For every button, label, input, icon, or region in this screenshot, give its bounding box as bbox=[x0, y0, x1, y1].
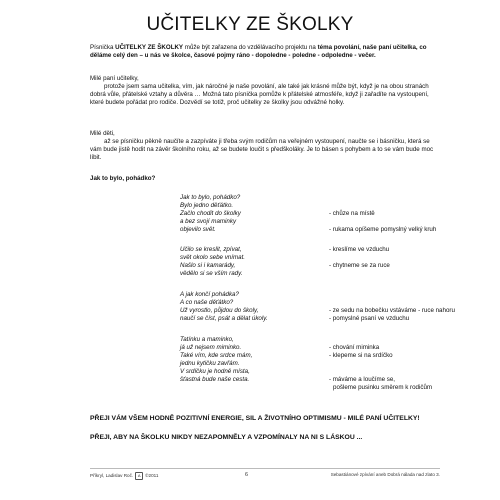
verse-text: Tatínku a maminko, bbox=[180, 336, 234, 343]
action-text: - klepeme si na srdíčko bbox=[329, 352, 393, 359]
page-title: UČITELKY ZE ŠKOLKY bbox=[146, 14, 354, 35]
action-text: - chůze na místě bbox=[329, 210, 375, 217]
action-text: - kreslíme ve vzduchu bbox=[329, 246, 390, 253]
action-text: - pomyslné psaní ve vzduchu bbox=[329, 315, 410, 322]
action-text: - chytneme se za ruce bbox=[329, 262, 390, 269]
verse-text: naučí se číst, psát a dělat úkoly. bbox=[180, 315, 268, 322]
action-text: - rukama opíšeme pomyslný velký kruh bbox=[329, 226, 437, 233]
verse-text: V srdíčku je hodně místa, bbox=[180, 368, 250, 375]
intro-topics: téma povolání, naše paní učitelka, co děláme celý den – u nás ve školce, časové pojmy ráno - dopoledne - poledne - odpoledne - večer. bbox=[90, 44, 427, 60]
footer-publisher bbox=[90, 472, 158, 480]
verse-text: A co naše děťátko? bbox=[180, 299, 234, 306]
verse-text: vědělo si se vším rady. bbox=[180, 270, 243, 277]
intro-paragraph bbox=[90, 44, 435, 60]
page-footer bbox=[90, 468, 440, 479]
letter-teachers-greeting: Milé paní učitelky, bbox=[90, 75, 139, 82]
footer-book-title: Sebastiánové zpívání aneb Dobrá nálada nad zlato 3. bbox=[330, 472, 440, 477]
action-text: - ze sedu na bobečku vstáváme - ruce nahoru bbox=[329, 307, 455, 314]
verse-text: šťastná bude naše cesta. bbox=[180, 376, 250, 383]
verse-text: svět okolo sebe vnímat. bbox=[180, 254, 246, 261]
verse-text: Začlo chodit do školky bbox=[180, 210, 241, 217]
publisher-logo-icon: A bbox=[135, 472, 143, 480]
verse-text: Už vyrostlo, půjdou do školy, bbox=[180, 307, 259, 314]
verse-text: Bylo jedno děťátko. bbox=[180, 202, 234, 209]
verse-text: jednu kytičku zavřám. bbox=[180, 360, 240, 367]
verse-text: Také vím, kde srdce mám, bbox=[180, 352, 253, 359]
action-text: - chování miminka bbox=[329, 344, 380, 351]
poem-heading: Jak to bylo, pohádko? bbox=[90, 175, 156, 182]
verse-text: A jak končí pohádka? bbox=[180, 291, 239, 298]
intro-text-1: Písnička bbox=[90, 44, 116, 51]
closing-wish-remember: PŘEJI, ABY NA ŠKOLKU NIKDY NEZAPOMNĚLY A VZPOMÍNALY NA NI S LÁSKOU ... bbox=[90, 434, 363, 441]
intro-song-title: UČITELKY ZE ŠKOLKY bbox=[115, 44, 184, 51]
letter-children-body: až se písničku pěkně naučíte a zazpíváte ji třeba svým rodičům na veřejném vystoupení, naučte se i básničku, která se vám bude jistě hodit na závěr školního roku, až se budete loučit s předškoláky. Je to básen s pohybem a to se vám bude moc líbit. bbox=[90, 138, 434, 162]
letter-teachers-body: protože jsem sama učitelka, vím, jak náročné je naše povolání, ale také jak krásné může být, když je na obou stranách dobrá vůle, přátelské vztahy a důvěra … Možná tato písnička pomůže k přátelské atmosféře, když ji zařadíte na vystoupení, které budete pořádat pro rodiče. Dozvědí se totiž, proč učitelky ze školky jsou odvážné holky. bbox=[90, 83, 429, 107]
verse-text: objevilo svět. bbox=[180, 226, 216, 233]
copyright-text: ©2011 bbox=[145, 473, 159, 479]
verse-text: Jak to bylo, pohádko? bbox=[180, 194, 241, 201]
intro-text-2: může být zařazena do vzdělávacího projektu na bbox=[183, 44, 318, 51]
verse-text: Učilo se kreslit, zpívat, bbox=[180, 246, 242, 253]
verse-text: já už nejsem miminko. bbox=[180, 344, 242, 351]
closing-wish-teachers: PŘEJI VÁM VŠEM HODNĚ POZITIVNÍ ENERGIE, SIL A ŽIVOTNÍHO OPTIMISMU - MILÉ PANÍ UČITELKY! bbox=[90, 415, 420, 422]
publisher-text: Příkryl, Ladislav Roč. bbox=[90, 473, 134, 479]
action-text: - máváme a loučíme se, bbox=[329, 376, 396, 383]
action-text: pošleme pusinku směrem k rodičům bbox=[333, 384, 433, 391]
verse-text: Našlo si i kamarády, bbox=[180, 262, 236, 269]
verse-text: a bez svojí maminky bbox=[180, 218, 237, 225]
page-number: 6 bbox=[245, 472, 248, 478]
letter-children-greeting: Milé děti, bbox=[90, 130, 115, 137]
